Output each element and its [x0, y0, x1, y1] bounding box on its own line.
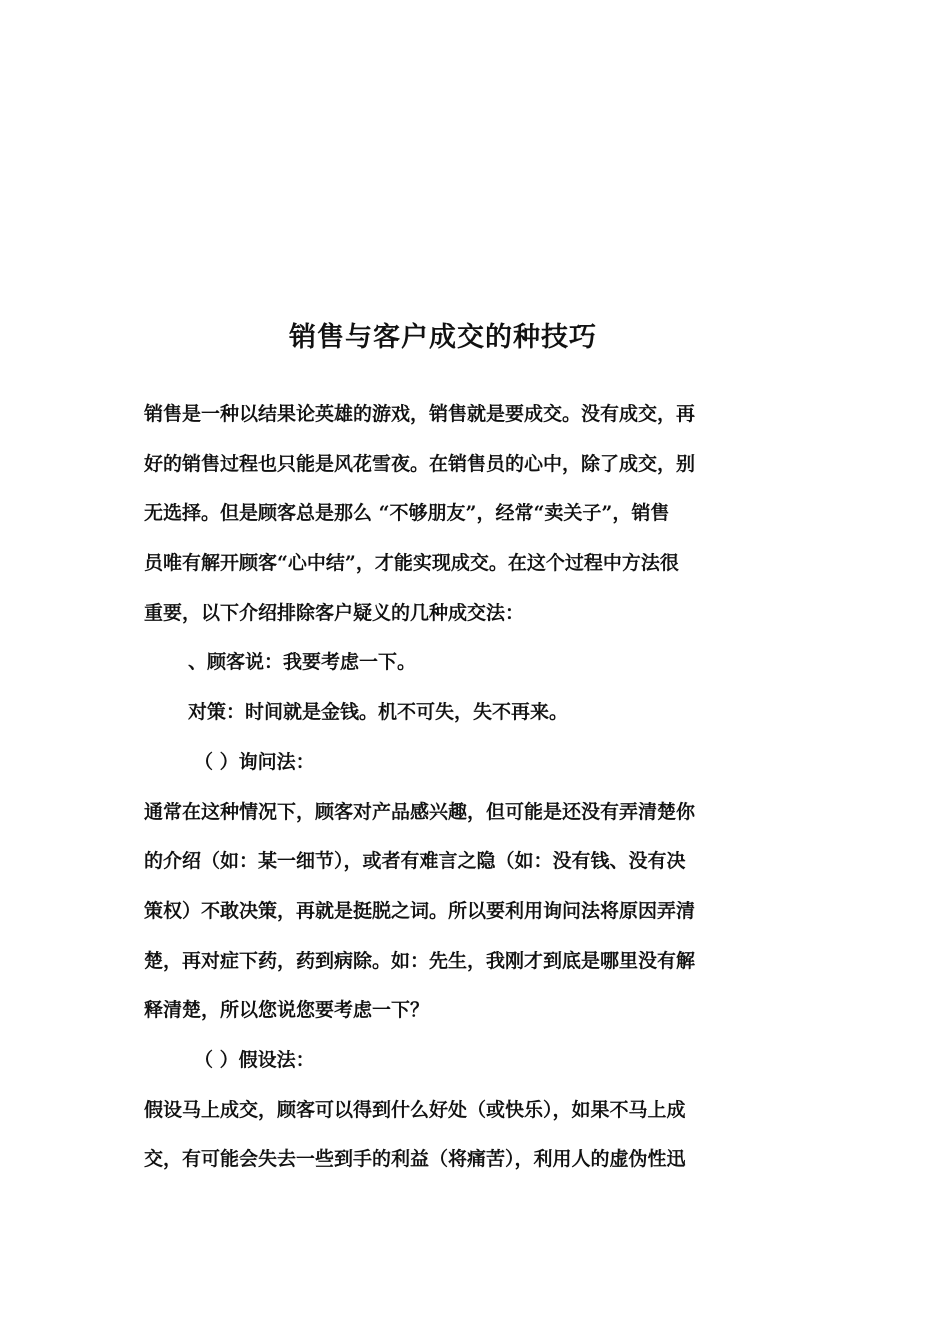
method-heading-inquiry: （ ）询问法： — [194, 750, 315, 773]
paragraph-line: 通常在这种情况下，顾客对产品感兴趣，但可能是还没有弄清楚你 — [144, 800, 696, 823]
paragraph-line: 无选择。但是顾客总是那么 “不够朋友”，经常“卖关子”，销售 — [144, 502, 670, 525]
paragraph-line: 销售是一种以结果论英雄的游戏，销售就是要成交。没有成交，再 — [144, 403, 696, 425]
document-title: 销售与客户成交的种技巧 — [289, 322, 597, 353]
paragraph-line: 的介绍（如：某一细节），或者有难言之隐（如：没有钱、没有决 — [144, 850, 686, 873]
paragraph-line: 楚，再对症下药，药到病除。如：先生，我刚才到底是哪里没有解 — [144, 949, 696, 972]
section-heading-customer-says: 、顾客说：我要考虑一下。 — [188, 651, 417, 674]
paragraph-line: 员唯有解开顾客“心中结”，才能实现成交。在这个过程中方法很 — [144, 552, 679, 575]
paragraph-line: 释清楚，所以您说您要考虑一下？ — [144, 999, 430, 1022]
method-heading-assumption: （ ）假设法： — [194, 1048, 315, 1071]
paragraph-line: 好的销售过程也只能是风花雪夜。在销售员的心中，除了成交，别 — [144, 452, 696, 475]
paragraph-line: 假设马上成交，顾客可以得到什么好处（或快乐），如果不马上成 — [144, 1098, 686, 1121]
paragraph-line: 重要，以下介绍排除客户疑义的几种成交法： — [144, 601, 525, 624]
document-body — [144, 390, 804, 1185]
paragraph-line: 交，有可能会失去一些到手的利益（将痛苦），利用人的虚伪性迅 — [144, 1148, 686, 1171]
paragraph-line: 策权）不敢决策，再就是挺脱之词。所以要利用询问法将原因弄清 — [144, 899, 696, 922]
strategy-line: 对策：时间就是金钱。机不可失，失不再来。 — [188, 701, 569, 724]
